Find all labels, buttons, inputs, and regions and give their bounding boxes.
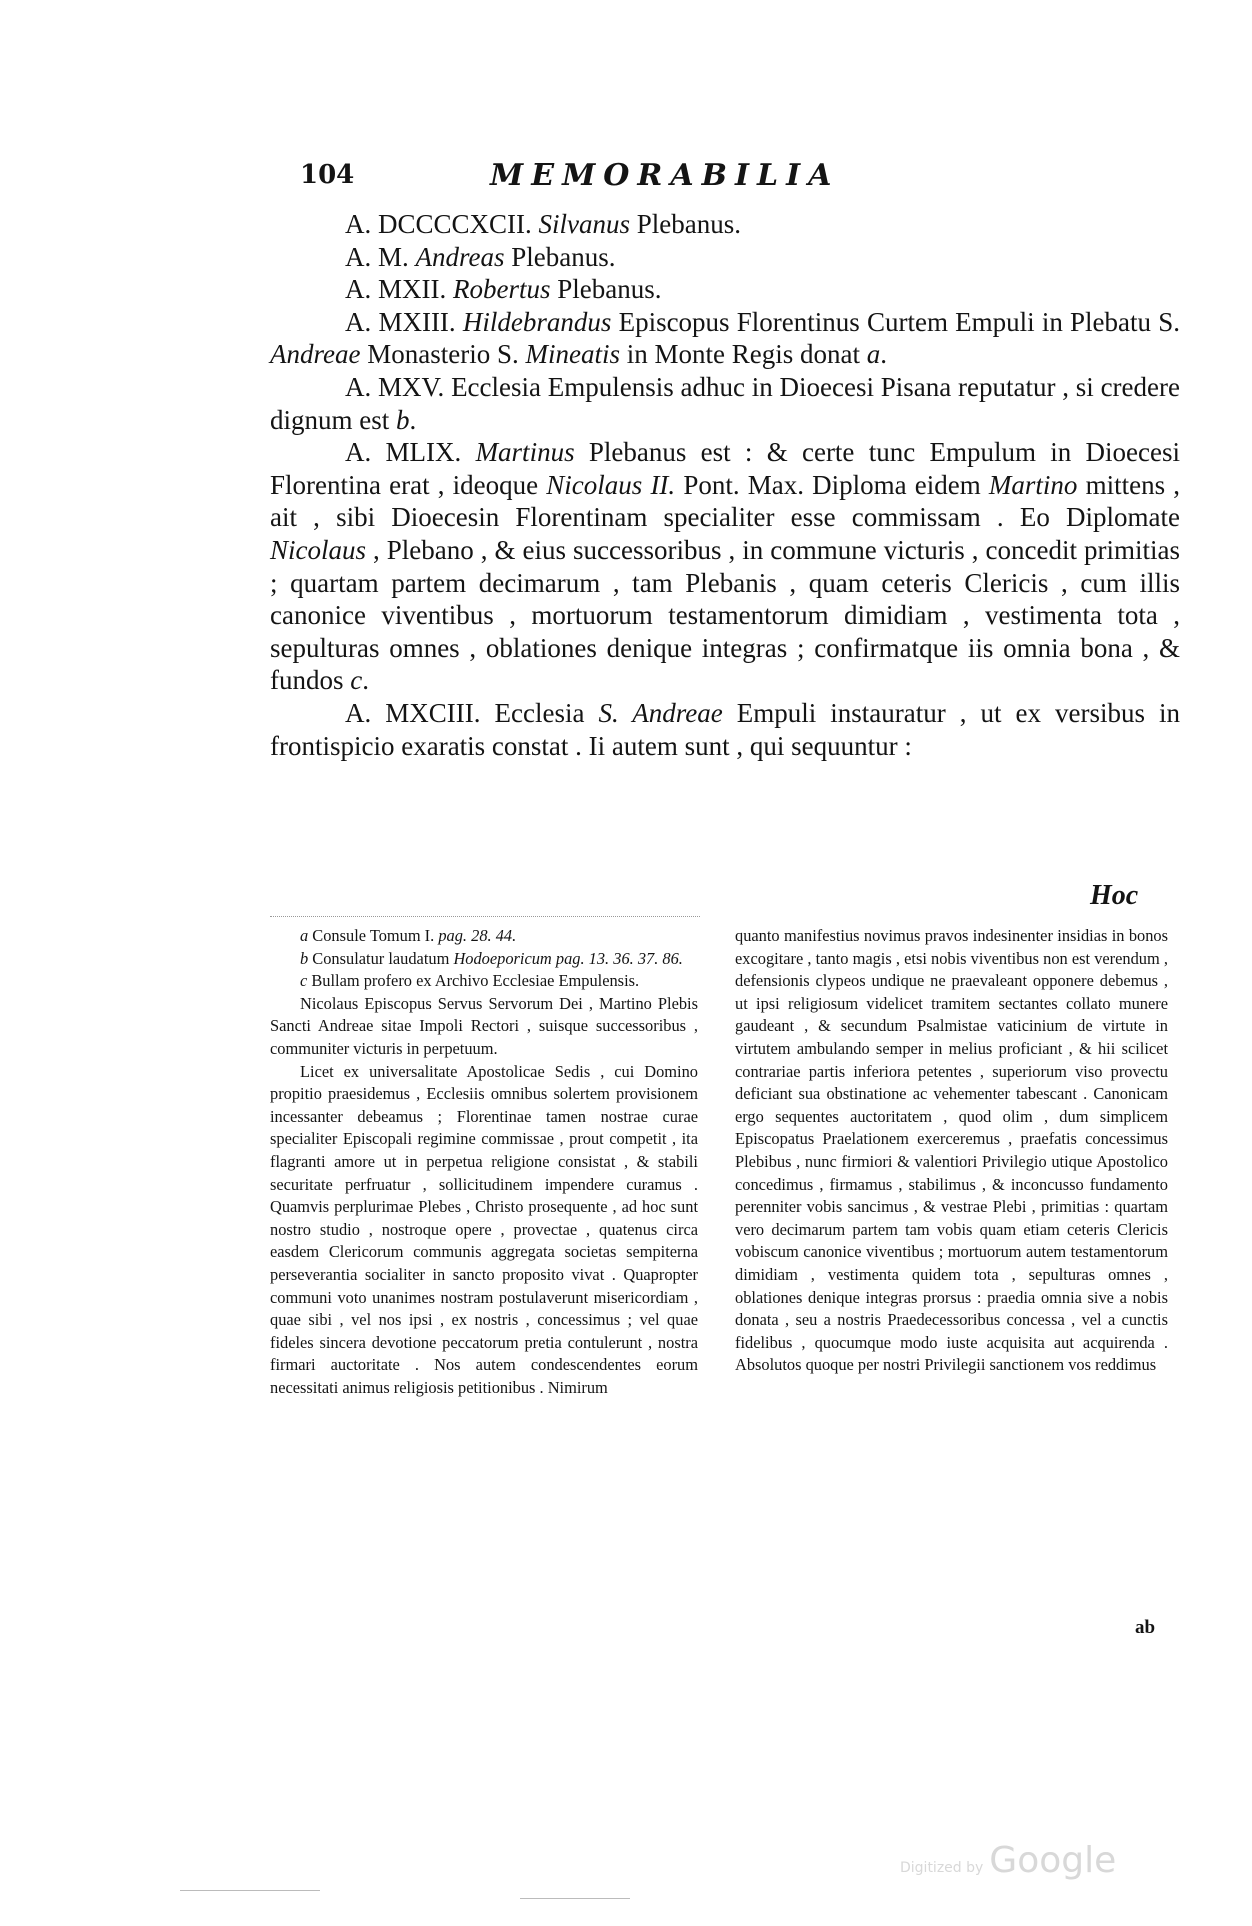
page-number: 104: [300, 160, 355, 190]
running-title: MEMORABILIA: [490, 158, 840, 193]
footnote-a: a Consule Tomum I. pag. 28. 44.: [300, 926, 517, 945]
footnote-separator: [270, 916, 700, 917]
paragraph-mxv: A. MXV. Ecclesia Empulensis adhuc in Dioecesi Pisana reputatur , si credere dignum est b.: [270, 371, 1180, 435]
paragraph-mlix: A. MLIX. Martinus Plebanus est : & certe tunc Empulum in Dioecesi Florentina erat , ideoque Nicolaus II. Pont. Max. Diploma eidem Martino mittens , ait , sibi Dioecesin Florentinam specialiter esse commissam . Eo Diplomate Nicolaus , Plebano , & eius successoribus , in commune victuris , concedit primitias ; quartam partem decimarum , tam Plebanis , quam ceteris Clericis , cum illis canonice viventibus , mortuorum testamentorum dimidiam , vestimenta tota , sepulturas omnes , oblationes denique integras ; confirmatque iis omnia bona , & fundos c.: [270, 437, 1180, 696]
footnote-b: b Consulatur laudatum Hodoeporicum pag. 13. 36. 37. 86.: [300, 948, 683, 968]
bull-body-right: quanto manifestius novimus pravos indesinenter insidias in bonos excogitare , tanto magis , etsi nobis viventibus non est verendum , defensionis clypeos undique ne praevaleant opponere debemus , ut ipsi religiosum videlicet tramitem sectantes collato munere gaudeant , & secundum Psalmistae vaticinium de virtute in virtutem ambulando semper in melius proficiant , & hii scilicet contrariae partis inferiora petentes , superiorum viso provectu deficiant sua obstinatione ac vehementer tabescant . Canonicam ergo sequentes auctoritatem , quod olim , dum simplicem Episcopatus Praelationem exerceremus , praefatis concessimus Plebibus , nunc firmiori & valentiori Privilegio utique Apostolico concedimus , firmamus , stabilimus , & inconcusso fundamento perenniter vobis sancimus , & vestrae Plebi , primitias : quartam vero decimarum partem tam vobis quam etiam ceteris Clericis vobiscum canonice viventibus ; mortuorum autem testamentorum dimidiam , vestimenta quidem tota , sepulturas omnes , oblationes denique integras prorsus : praedia omnia sive a nobis donata , seu a nostris Praedecessoribus concessa , vel a cunctis fidelibus , quocumque modo iuste acquisita aut acquirenda . Absolutos quoque per nostri Privilegii sanctionem vos reddimus: [735, 926, 1168, 1375]
footnote-c: c Bullam profero ex Archivo Ecclesiae Empulensis.: [300, 971, 640, 991]
footnotes-left-column: [270, 925, 698, 1399]
bull-body-left: Licet ex universalitate Apostolicae Sedis , cui Domino propitio praesidemus , Ecclesiis omnibus solertem provisionem incessanter debeamus ; Florentinae tamen nostrae curae specialiter Episcopali regimine commissae , prout competit , ita flagranti amore ut in perpetua religione consistat , & stabili securitate perfruatur , sollicitudinem impendere curamus . Quamvis perplurimae Plebes , Christo prosequente , ad hoc sunt nostro studio , nostroque opere , provectae , quatenus circa easdem Clericorum communis aggregata societas sempiterna perseverantia socialiter in sancto proposito vivat . Quapropter communi voto unanimes nostram postulaverunt misericordiam , quae sibi , vel nos ipsi , ex nostris , concessimus ; vel quae fideles sincera devotione peccatorum pretia contulerunt , nostra firmari auctoritate . Nos autem condescendentes eorum necessitati animus religiosis petitionibus . Nimirum: [270, 1061, 698, 1397]
catchword: Hoc: [1090, 880, 1139, 911]
footnote-catchword: ab: [1135, 1617, 1156, 1638]
main-text: [270, 208, 1180, 762]
bull-address: Nicolaus Episcopus Servus Servorum Dei , Martino Plebis Sancti Andreae sitae Impoli Rectori , suisque successoribus , communiter victuris in perpetuum.: [270, 993, 698, 1058]
paragraph-mxiii: A. MXIII. Hildebrandus Episcopus Florentinus Curtem Empuli in Plebatu S. Andreae Monasterio S. Mineatis in Monte Regis donat a.: [270, 306, 1180, 370]
footnotes-right-column: [735, 925, 1168, 1377]
scan-mark: [180, 1890, 320, 1891]
paragraph-mxciii: A. MXCIII. Ecclesia S. Andreae Empuli instauratur , ut ex versibus in frontispicio exaratis constat . Ii autem sunt , qui sequuntur :: [270, 697, 1180, 761]
scan-mark: [520, 1898, 630, 1899]
entry-line: A. MXII. Robertus Plebanus.: [345, 274, 662, 305]
entry-line: A. DCCCCXCII. Silvanus Plebanus.: [345, 209, 742, 239]
watermark-small-text: Digitized by: [900, 1860, 984, 1876]
entry-line: A. M. Andreas Plebanus.: [345, 241, 616, 272]
digitized-watermark: [900, 1840, 1116, 1881]
google-logo: Google: [989, 1840, 1117, 1881]
running-header: [300, 156, 1020, 196]
